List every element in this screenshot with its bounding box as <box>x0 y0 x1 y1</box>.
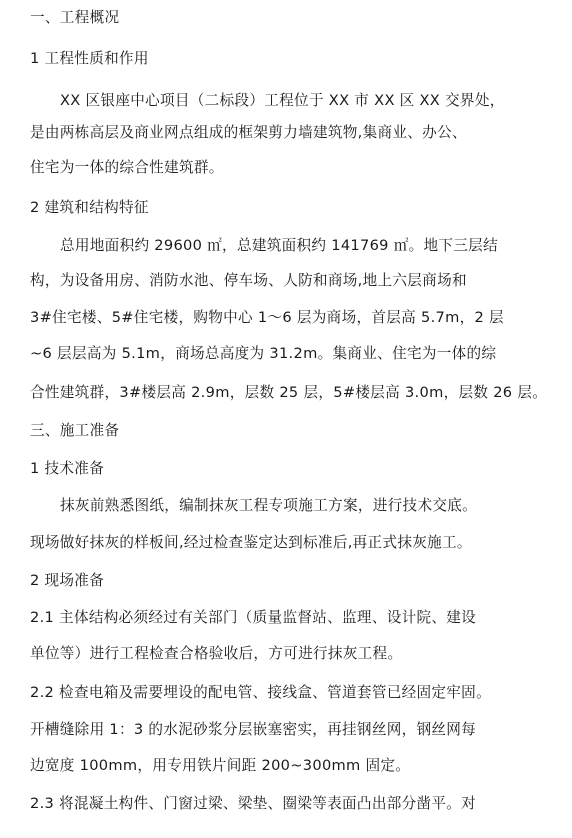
paragraph-line: 2.3 将混凝土构件、门窗过梁、梁垫、圈梁等表面凸出部分凿平。对 <box>30 795 477 812</box>
heading-construction-preparation: 三、施工准备 <box>30 422 120 439</box>
subheading-site-preparation: 2 现场准备 <box>30 572 105 589</box>
paragraph-line: 是由两栋高层及商业网点组成的框架剪力墙建筑物,集商业、办公、 <box>30 124 467 141</box>
paragraph-line: 2.1 主体结构必须经过有关部门（质量监督站、监理、设计院、建设 <box>30 609 477 626</box>
paragraph-line: 2.2 检查电箱及需要埋设的配电管、接线盒、管道套管已经固定牢固。 <box>30 684 491 701</box>
paragraph-line: 开槽缝除用 1：3 的水泥砂浆分层嵌塞密实，再挂钢丝网，钢丝网每 <box>30 721 477 738</box>
paragraph-line: ~6 层层高为 5.1m，商场总高度为 31.2m。集商业、住宅为一体的综 <box>30 345 497 362</box>
paragraph-line: 3#住宅楼、5#住宅楼，购物中心 1～6 层为商场，首层高 5.7m，2 层 <box>30 309 504 326</box>
paragraph-line: 构，为设备用房、消防水池、停车场、人防和商场,地上六层商场和 <box>30 272 467 289</box>
paragraph-line: 现场做好抹灰的样板间,经过检查鉴定达到标准后,再正式抹灰施工。 <box>30 534 472 551</box>
heading-project-overview: 一、工程概况 <box>30 9 120 26</box>
subheading-technical-preparation: 1 技术准备 <box>30 460 105 477</box>
paragraph-line: 总用地面积约 29600 ㎡，总建筑面积约 141769 ㎡。地下三层结 <box>60 237 498 254</box>
paragraph-line: 抹灰前熟悉图纸，编制抹灰工程专项施工方案，进行技术交底。 <box>60 497 478 514</box>
paragraph-line: 边宽度 100mm，用专用铁片间距 200~300mm 固定。 <box>30 757 411 774</box>
paragraph-line: 住宅为一体的综合性建筑群。 <box>30 159 224 176</box>
paragraph-line: 单位等）进行工程检查合格验收后，方可进行抹灰工程。 <box>30 645 403 662</box>
subheading-nature-and-purpose: 1 工程性质和作用 <box>30 50 149 67</box>
paragraph-line: XX 区银座中心项目（二标段）工程位于 XX 市 XX 区 XX 交界处， <box>60 92 505 109</box>
paragraph-line: 合性建筑群，3#楼层高 2.9m，层数 25 层，5#楼层高 3.0m，层数 26 层。 <box>30 384 548 401</box>
subheading-architecture-structure: 2 建筑和结构特征 <box>30 199 149 216</box>
